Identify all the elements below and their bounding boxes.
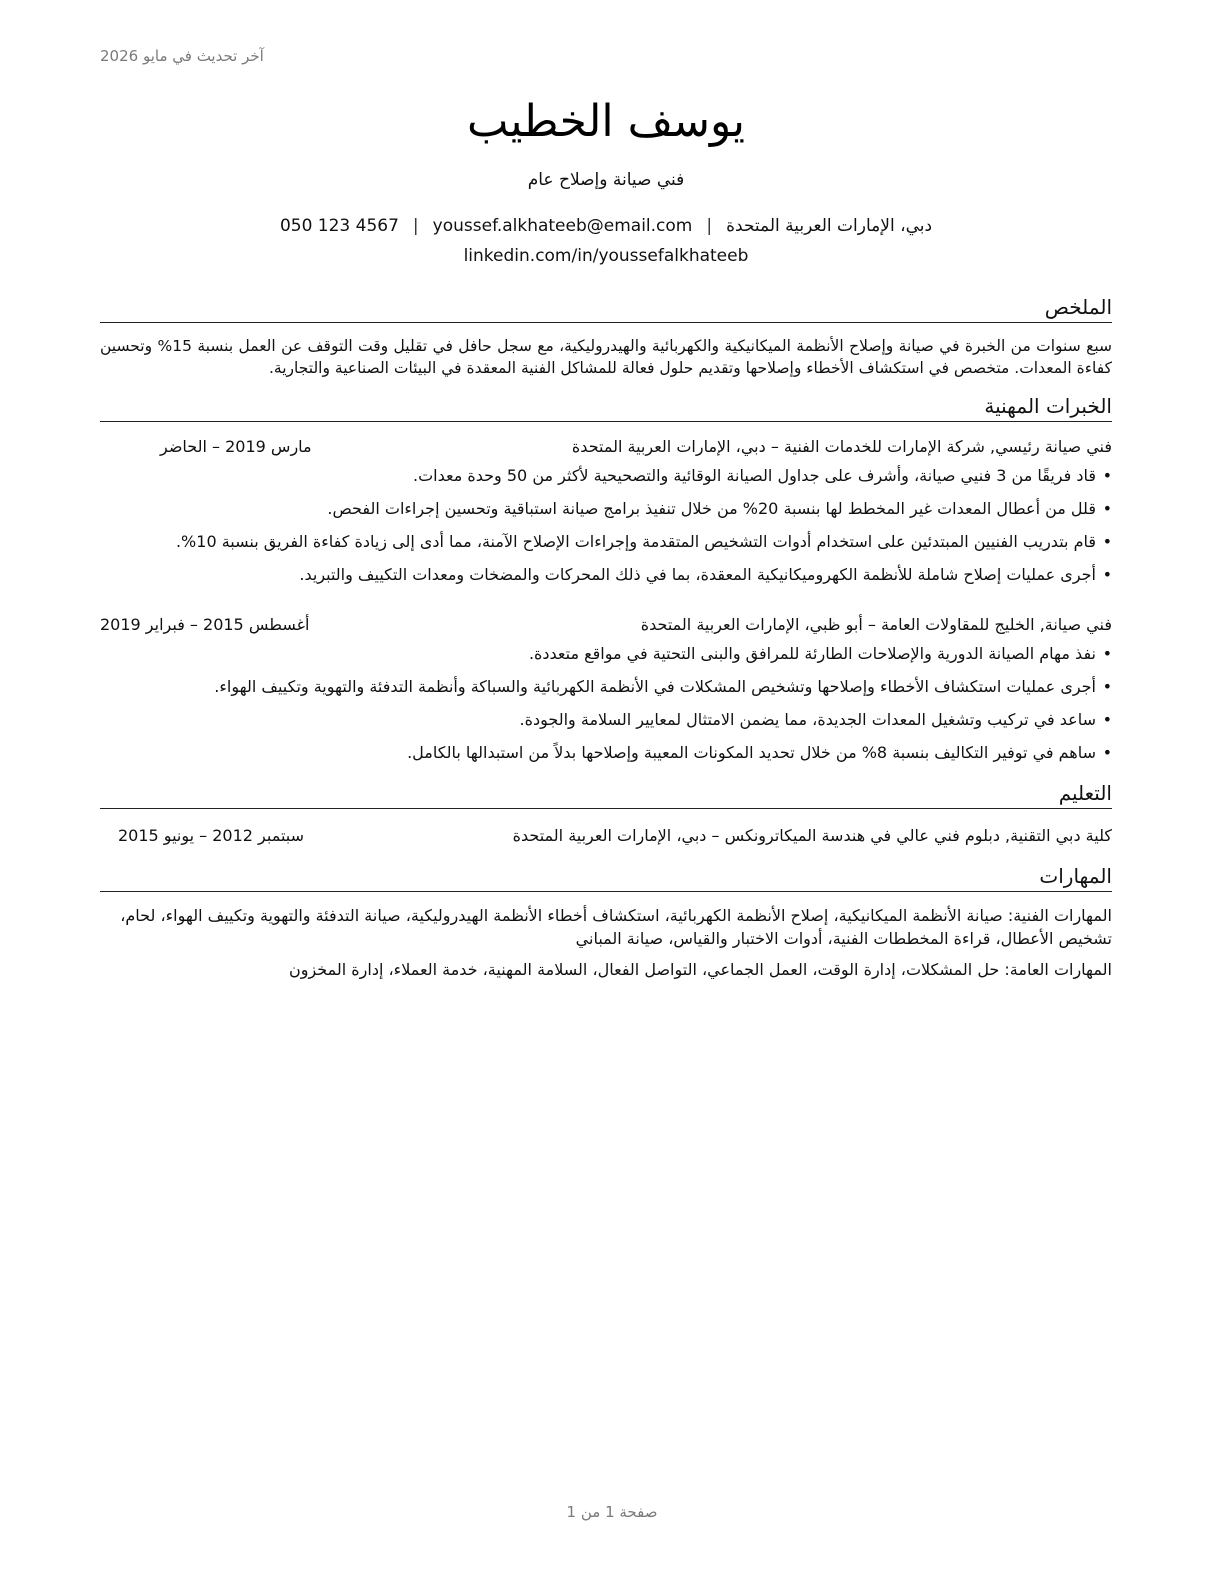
summary-heading: الملخص: [100, 294, 1112, 323]
job-title: فني صيانة وإصلاح عام: [527, 170, 685, 190]
job-role-company: فني صيانة رئيسي, شركة الإمارات للخدمات الفنية – دبي، الإمارات العربية المتحدة: [571, 437, 1112, 456]
phone-text: 050 123 4567: [279, 216, 399, 236]
separator: |: [412, 216, 419, 236]
list-item: • ساهم في توفير التكاليف بنسبة 8% من خلال تحديد المكونات المعيبة وإصلاحها بدلاً من استبدالها بالكامل.: [100, 741, 1112, 764]
separator: |: [706, 216, 713, 236]
list-item: • قام بتدريب الفنيين المبتدئين على استخدام أدوات التشخيص المتقدمة وإجراءات الإصلاح الآمنة، مما أدى إلى زيادة كفاءة الفريق بنسبة 10%.: [100, 530, 1112, 553]
skills-heading: المهارات: [100, 863, 1112, 892]
education-institution: كلية دبي التقنية, دبلوم فني عالي في هندسة الميكاترونكس – دبي، الإمارات العربية المتحدة: [512, 826, 1112, 845]
technical-skills: المهارات الفنية: صيانة الأنظمة الميكانيكية، إصلاح الأنظمة الكهربائية، استكشاف أخطاء الأنظمة الهيدروليكية، صيانة التدفئة والتهوية وتكييف الهواء، لحام، تشخيص الأعطال، قراءة المخططات الفنية، أدوات الاختبار والقياس، صيانة المباني: [120, 906, 1112, 948]
list-item: • ساعد في تركيب وتشغيل المعدات الجديدة، مما يضمن الامتثال لمعايير السلامة والجودة.: [100, 708, 1112, 731]
job-dates: أغسطس 2015 – فبراير 2019: [100, 615, 310, 634]
list-item: • قاد فريقًا من 3 فنيي صيانة، وأشرف على جداول الصيانة الوقائية والتصحيحية لأكثر من 50 وحدة معدات.: [100, 464, 1112, 487]
general-skills: المهارات العامة: حل المشكلات، إدارة الوقت، العمل الجماعي، التواصل الفعال، السلامة المهنية، خدمة العملاء، إدارة المخزون: [289, 960, 1112, 979]
list-item: • أجرى عمليات إصلاح شاملة للأنظمة الكهروميكانيكية المعقدة، بما في ذلك المحركات والمضخات ومعدات التكييف والتبريد.: [100, 563, 1112, 586]
email-link[interactable]: youssef.alkhateeb@email.com: [432, 216, 693, 236]
list-item: • نفذ مهام الصيانة الدورية والإصلاحات الطارئة للمرافق والبنى التحتية في مواقع متعددة.: [100, 642, 1112, 665]
skills-section: [100, 904, 1112, 981]
linkedin-link[interactable]: linkedin.com/in/youssefalkhateeb: [463, 246, 749, 266]
job-bullets: [100, 464, 1112, 586]
job-role-company: فني صيانة, الخليج للمقاولات العامة – أبو ظبي، الإمارات العربية المتحدة: [640, 615, 1112, 634]
education-dates: سبتمبر 2012 – يونيو 2015: [118, 826, 305, 845]
education-heading: التعليم: [100, 780, 1112, 809]
candidate-name: يوسف الخطيب: [467, 96, 745, 147]
list-item: • قلل من أعطال المعدات غير المخطط لها بنسبة 20% من خلال تنفيذ برامج صيانة استباقية وتحسين إجراءات الفحص.: [100, 497, 1112, 520]
job-entry: [100, 436, 1112, 586]
page-number: صفحة 1 من 1: [566, 1503, 658, 1521]
job-entry: [100, 614, 1112, 764]
contact-info: [100, 216, 1112, 236]
education-entry: [100, 825, 1112, 847]
job-dates: مارس 2019 – الحاضر: [160, 437, 312, 456]
experience-heading: الخبرات المهنية: [100, 393, 1112, 422]
location-text: دبي، الإمارات العربية المتحدة: [726, 216, 933, 236]
list-item: • أجرى عمليات استكشاف الأخطاء وإصلاحها وتشخيص المشكلات في الأنظمة الكهربائية والسباكة وأنظمة التدفئة والتهوية وتكييف الهواء.: [100, 675, 1112, 698]
summary-text: سبع سنوات من الخبرة في صيانة وإصلاح الأنظمة الميكانيكية والكهربائية والهيدروليكية، مع سجل حافل في تقليل وقت التوقف عن العمل بنسبة 15% وتحسين كفاءة المعدات. متخصص في استكشاف الأخطاء وإصلاحها وتقديم حلول فعالة للمشاكل الفنية المعقدة في البيئات الصناعية والتجارية.: [100, 337, 1113, 377]
last-updated-note: آخر تحديث في مايو 2026: [100, 47, 264, 65]
resume-page: [100, 92, 1112, 981]
job-bullets: [100, 642, 1112, 764]
